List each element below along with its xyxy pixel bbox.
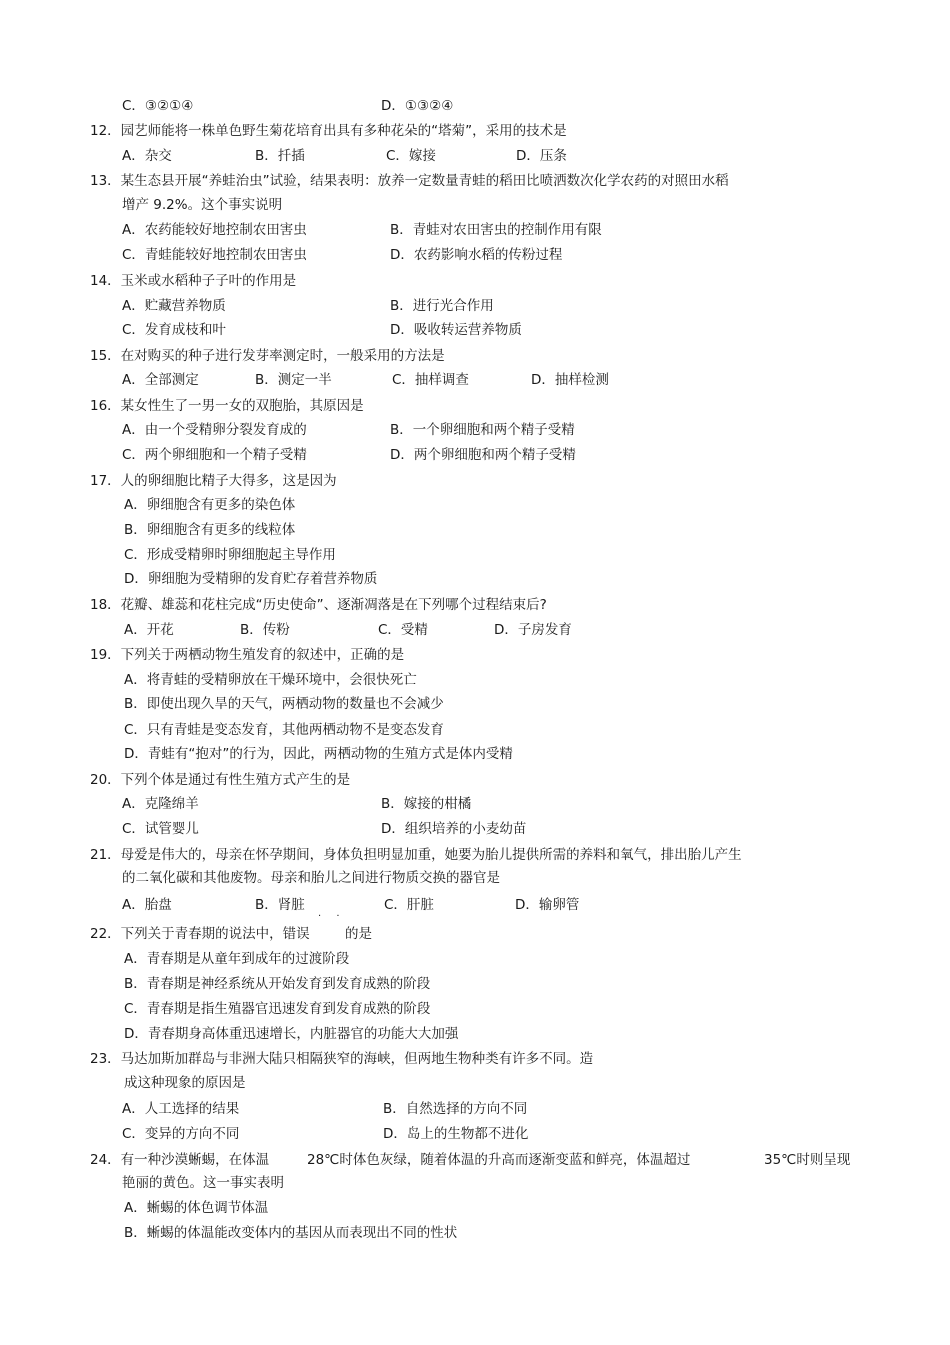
answer-option: A．开花: [124, 622, 174, 638]
answer-option: C．受精: [378, 622, 428, 638]
answer-option: A．青春期是从童年到成年的过渡阶段: [124, 951, 350, 967]
answer-option: D．青蛙有“抱对”的行为，因此，两栖动物的生殖方式是体内受精: [124, 746, 513, 762]
answer-option: A．克隆绵羊: [122, 796, 199, 812]
answer-option: D．组织培养的小麦幼苗: [381, 821, 527, 837]
answer-option: C．抽样调查: [392, 372, 469, 388]
question-stem: 12．园艺师能将一株单色野生菊花培育出具有多种花朵的“塔菊”，采用的技术是: [90, 123, 567, 139]
answer-option: B．扦插: [255, 148, 305, 164]
question-stem: 21．母爱是伟大的，母亲在怀孕期间，身体负担明显加重，她要为胎儿提供所需的养料和氧气，排出胎儿产生: [90, 847, 742, 863]
answer-option: B．青春期是神经系统从开始发育到发育成熟的阶段: [124, 976, 431, 992]
answer-option: B．即使出现久旱的天气，两栖动物的数量也不会减少: [124, 696, 444, 712]
answer-option: A．全部测定: [122, 372, 199, 388]
emphasis-dots: · ·: [318, 911, 346, 922]
answer-option: 28℃时体色灰绿，随着体温的升高而逐渐变蓝和鲜亮，体温超过: [307, 1152, 691, 1168]
answer-option: D．卵细胞为受精卵的发育贮存着营养物质: [124, 571, 378, 587]
answer-option: B．卵细胞含有更多的线粒体: [124, 522, 296, 538]
answer-option: C．试管婴儿: [122, 821, 199, 837]
answer-option: D．青春期身高体重迅速增长，内脏器官的功能大大加强: [124, 1026, 459, 1042]
answer-option: A．杂交: [122, 148, 172, 164]
answer-option: D．①③②④: [381, 98, 454, 114]
answer-option: A．贮藏营养物质: [122, 298, 226, 314]
answer-option: C．青蛙能较好地控制农田害虫: [122, 247, 307, 263]
question-stem: 23．马达加斯加群岛与非洲大陆只相隔狭窄的海峡，但两地生物种类有许多不同。造: [90, 1051, 594, 1067]
answer-option: D．输卵管: [515, 897, 580, 913]
answer-option: A．胎盘: [122, 897, 172, 913]
answer-option: B．测定一半: [255, 372, 332, 388]
answer-option: B．自然选择的方向不同: [383, 1101, 528, 1117]
answer-option: D．压条: [516, 148, 567, 164]
answer-option: 35℃时则呈现: [764, 1152, 851, 1168]
answer-option: C．形成受精卵时卵细胞起主导作用: [124, 547, 336, 563]
answer-option: D．农药影响水稻的传粉过程: [390, 247, 563, 263]
answer-option: C．嫁接: [386, 148, 436, 164]
answer-option: C．发育成枝和叶: [122, 322, 226, 338]
answer-option: D．两个卵细胞和两个精子受精: [390, 447, 576, 463]
answer-option: B．蜥蜴的体温能改变体内的基因从而表现出不同的性状: [124, 1225, 458, 1241]
question-stem: 20．下列个体是通过有性生殖方式产生的是: [90, 772, 351, 788]
answer-option: D．吸收转运营养物质: [390, 322, 522, 338]
question-stem: 14．玉米或水稻种子子叶的作用是: [90, 273, 297, 289]
question-stem: 13．某生态县开展“养蛙治虫”试验，结果表明：放养一定数量青蛙的稻田比喷洒数次化学农药的对照田水稻: [90, 173, 729, 189]
answer-option: 的二氧化碳和其他废物。母亲和胎儿之间进行物质交换的器官是: [122, 870, 500, 886]
question-stem: 22．下列关于青春期的说法中，错误: [90, 926, 310, 942]
question-stem: 15．在对购买的种子进行发芽率测定时，一般采用的方法是: [90, 348, 445, 364]
answer-option: C．肝脏: [384, 897, 434, 913]
answer-option: B．进行光合作用: [390, 298, 494, 314]
question-stem: 24．有一种沙漠蜥蜴，在体温: [90, 1152, 270, 1168]
answer-option: C．青春期是指生殖器官迅速发育到发育成熟的阶段: [124, 1001, 431, 1017]
question-stem: 18．花瓣、雄蕊和花柱完成“历史使命”、逐渐凋落是在下列哪个过程结束后?: [90, 597, 547, 613]
answer-option: C．变异的方向不同: [122, 1126, 240, 1142]
answer-option: A．卵细胞含有更多的染色体: [124, 497, 296, 513]
question-stem: 19．下列关于两栖动物生殖发育的叙述中，正确的是: [90, 647, 405, 663]
answer-option: D．岛上的生物都不进化: [383, 1126, 529, 1142]
answer-option: D．抽样检测: [531, 372, 609, 388]
answer-option: 增产 9.2%。这个事实说明: [122, 197, 283, 213]
answer-option: 成这种现象的原因是: [124, 1075, 246, 1091]
answer-option: 艳丽的黄色。这一事实表明: [122, 1175, 284, 1191]
answer-option: A．农药能较好地控制农田害虫: [122, 222, 307, 238]
answer-option: B．传粉: [240, 622, 290, 638]
answer-option: A．蜥蜴的体色调节体温: [124, 1200, 269, 1216]
answer-option: B．嫁接的柑橘: [381, 796, 472, 812]
answer-option: C．两个卵细胞和一个精子受精: [122, 447, 307, 463]
answer-option: D．子房发育: [494, 622, 572, 638]
answer-option: B．一个卵细胞和两个精子受精: [390, 422, 575, 438]
answer-option: B．肾脏: [255, 897, 305, 913]
answer-option: B．青蛙对农田害虫的控制作用有限: [390, 222, 602, 238]
answer-option: A．将青蛙的受精卵放在干燥环境中，会很快死亡: [124, 672, 417, 688]
answer-option: A．人工选择的结果: [122, 1101, 240, 1117]
answer-option: C．只有青蛙是变态发育，其他两栖动物不是变态发育: [124, 722, 444, 738]
answer-option: A．由一个受精卵分裂发育成的: [122, 422, 307, 438]
question-stem: 17．人的卵细胞比精子大得多，这是因为: [90, 473, 337, 489]
question-stem: 16．某女性生了一男一女的双胞胎，其原因是: [90, 398, 364, 414]
answer-option: C．③②①④: [122, 98, 194, 114]
answer-option: 的是: [345, 926, 372, 942]
